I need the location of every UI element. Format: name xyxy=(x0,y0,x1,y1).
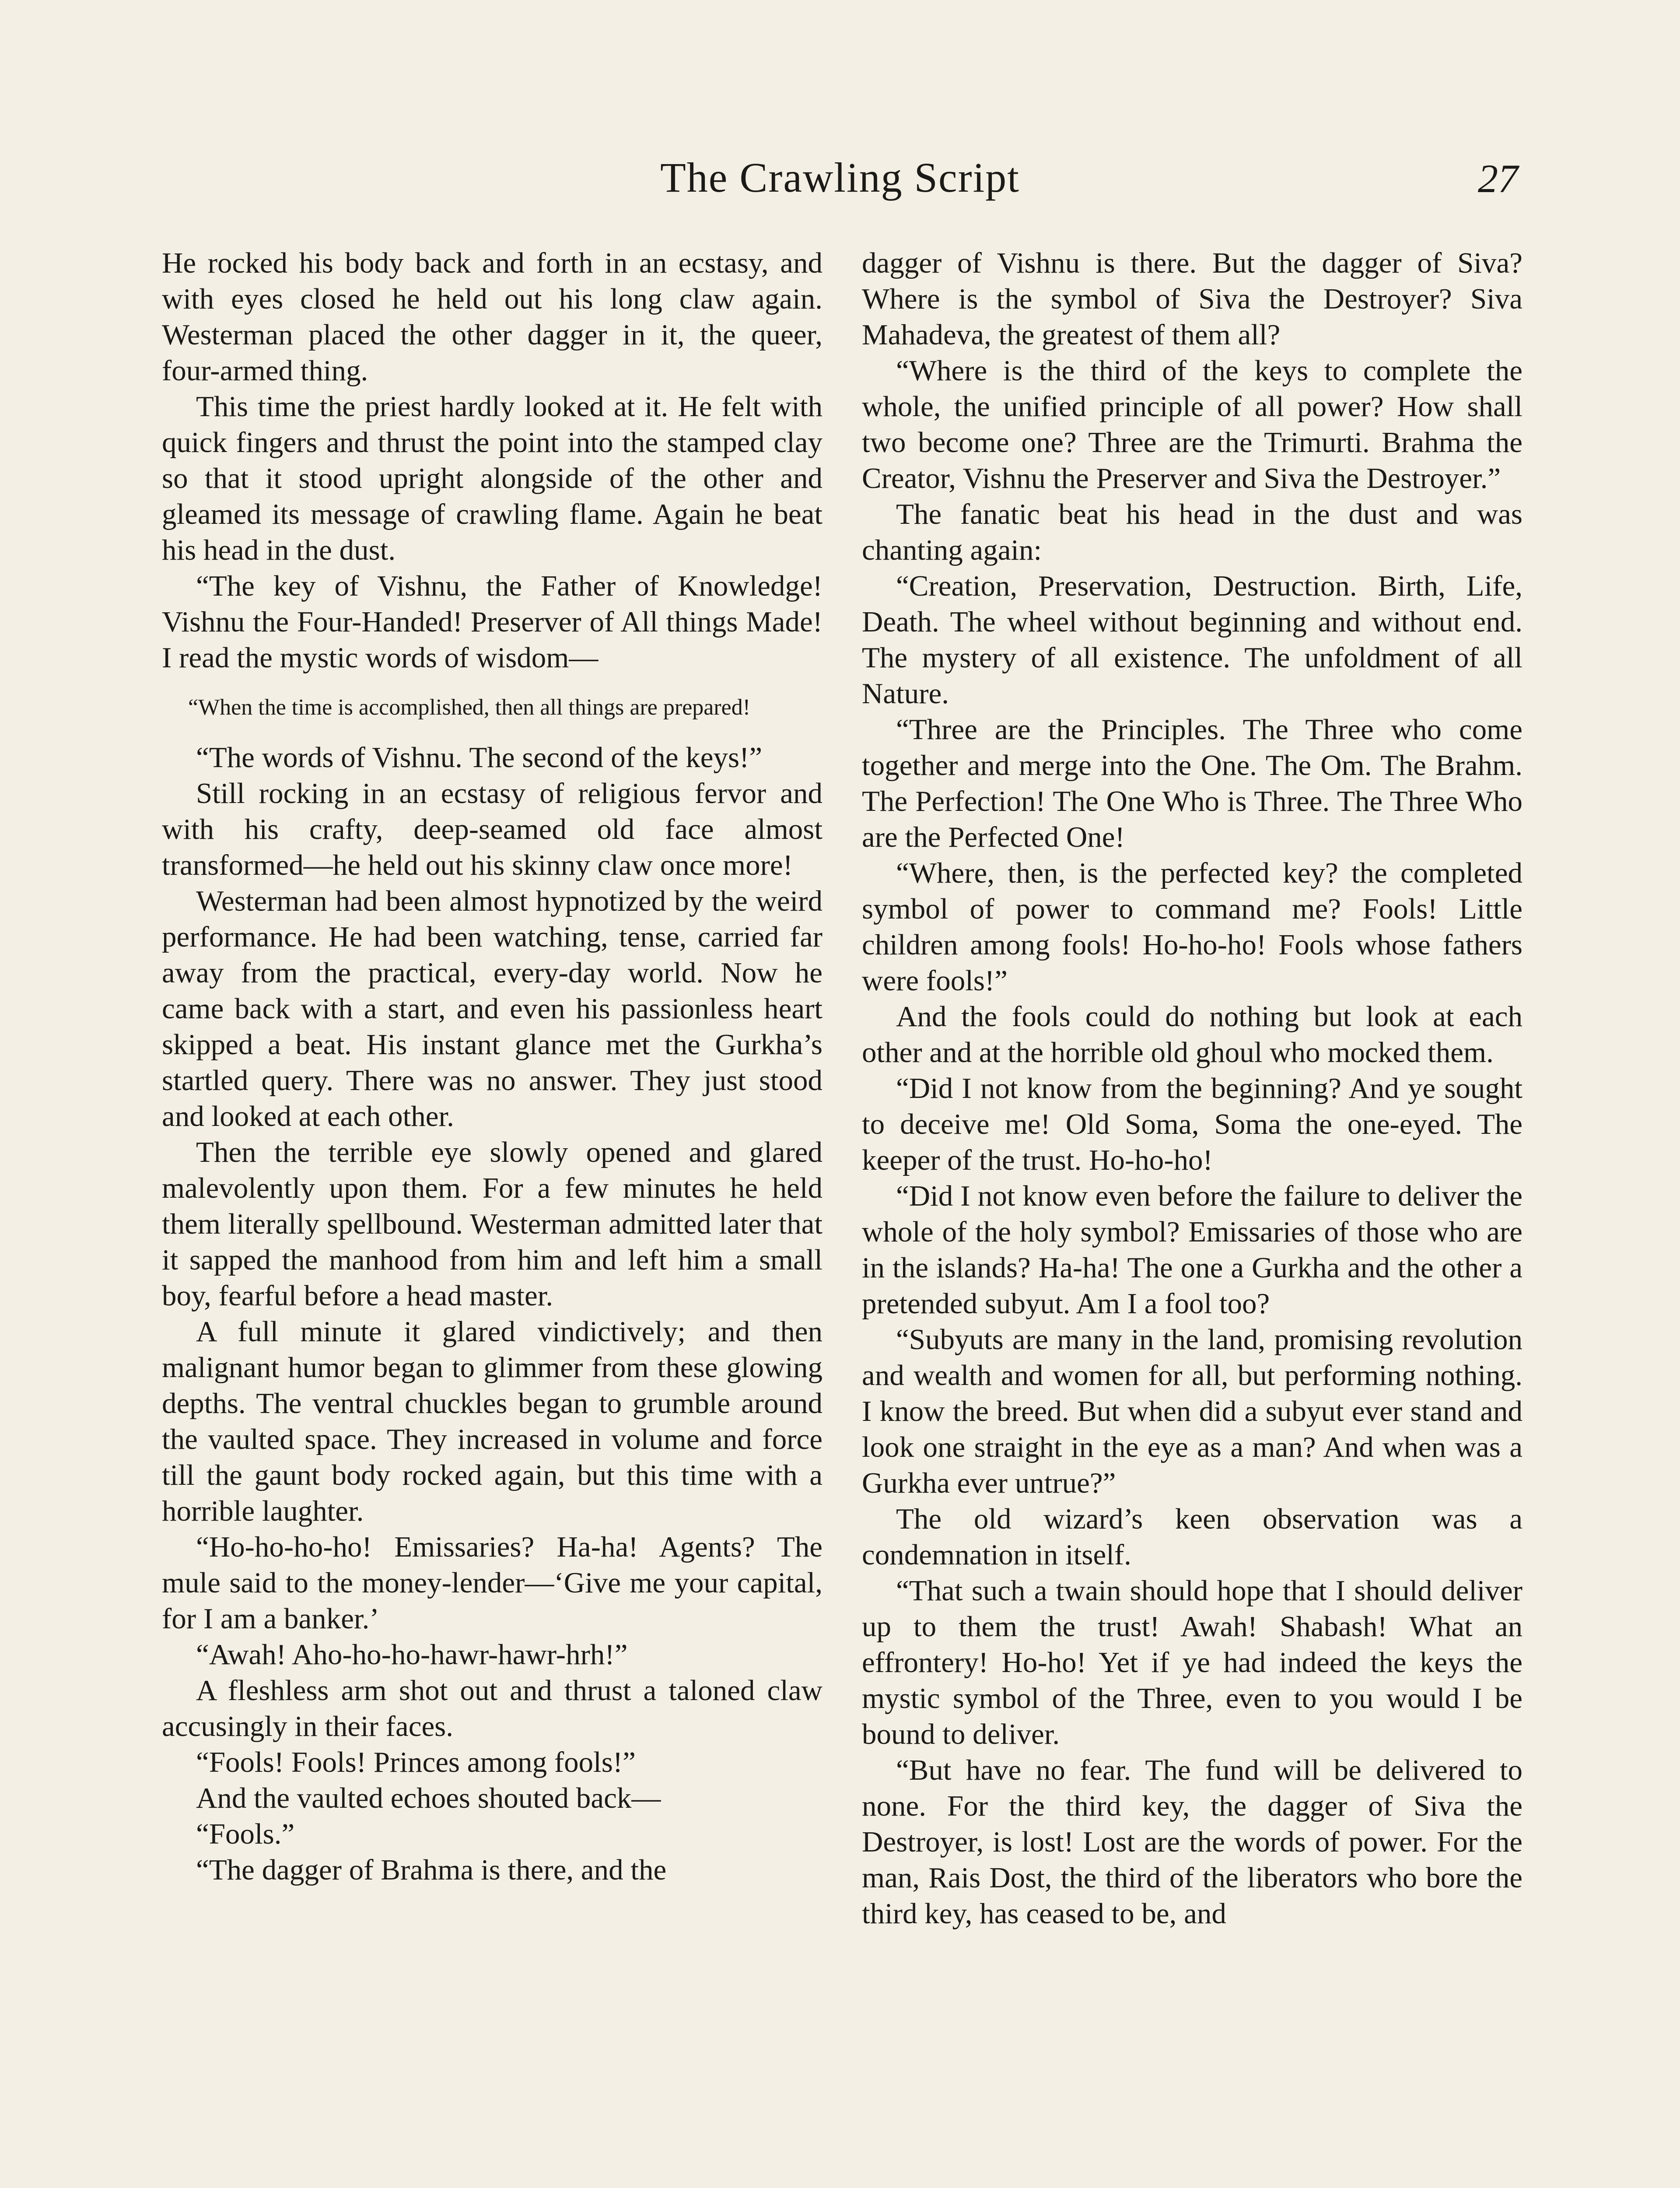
paragraph: “Fools.” xyxy=(196,1818,295,1850)
paragraph: And the vaulted echoes shouted back— xyxy=(196,1782,661,1814)
paragraph: “The key of Vishnu, the Father of Knowledge! Vishnu the Four-Handed! Preserver of All things Made! I read the mystic words of wisdom— xyxy=(162,570,822,674)
paragraph: “Ho-ho-ho-ho! Emissaries? Ha-ha! Agents? The mule said to the money-lender—‘Give me your capital, for I am a banker.’ xyxy=(162,1531,822,1635)
paragraph: And the fools could do nothing but look at each other and at the horrible old ghoul who mocked them. xyxy=(862,1000,1522,1069)
paragraph: “Creation, Preservation, Destruction. Birth, Life, Death. The wheel without beginning and without end. The mystery of all existence. The unfoldment of all Nature. xyxy=(862,570,1522,710)
paragraph: “Three are the Principles. The Three who come together and merge into the One. The Om. The Brahm. The Perfection! The One Who is Three. The Three Who are the Perfected One! xyxy=(862,713,1522,853)
paragraph: The fanatic beat his head in the dust and was chanting again: xyxy=(862,498,1522,566)
paragraph: “But have no fear. The fund will be delivered to none. For the third key, the dagger of Siva the Destroyer, is lost! Lost are the words of power. For the man, Rais Dost, the third of the liberators who bore the third key, has ceased to be, and xyxy=(862,1754,1522,1930)
left-column xyxy=(162,245,822,1888)
paragraph: “Where, then, is the perfected key? the completed symbol of power to command me? Fools! Little children among fools! Ho-ho-ho! Fools whose fathers were fools!” xyxy=(862,857,1522,997)
paragraph: Then the terrible eye slowly opened and glared malevolently upon them. For a few minutes he held them literally spellbound. Westerman admitted later that it sapped the manhood from him and left him a small boy, fearful before a head master. xyxy=(162,1136,822,1312)
paragraph: The old wizard’s keen observation was a condemnation in itself. xyxy=(862,1503,1522,1571)
paragraph: “Did I not know from the beginning? And ye sought to deceive me! Old Soma, Soma the one-eyed. The keeper of the trust. Ho-ho-ho! xyxy=(862,1072,1522,1176)
paragraph: “The dagger of Brahma is there, and the xyxy=(196,1854,667,1886)
paragraph: “Awah! Aho-ho-ho-hawr-hawr-hrh!” xyxy=(196,1638,628,1671)
paragraph: “Fools! Fools! Princes among fools!” xyxy=(196,1746,636,1778)
running-head-title: The Crawling Script xyxy=(660,154,1020,201)
paragraph: dagger of Vishnu is there. But the dagger of Siva? Where is the symbol of Siva the Destroyer? Siva Mahadeva, the greatest of them all? xyxy=(862,247,1522,351)
paragraph: “Did I not know even before the failure to deliver the whole of the holy symbol? Emissaries of those who are in the islands? Ha-ha! The one a Gurkha and the other a pretended subyut. Am I a fool too? xyxy=(862,1180,1522,1320)
paragraph: “Where is the third of the keys to complete the whole, the unified principle of all power? How shall two become one? Three are the Trimurti. Brahma the Creator, Vishnu the Preserver and Siva the Destroyer.” xyxy=(862,354,1522,494)
paragraph: “That such a twain should hope that I should deliver up to them the trust! Awah! Shabash! What an effrontery! Ho-ho! Yet if ye had indeed the keys the mystic symbol of the Three, even to you would I be bound to deliver. xyxy=(862,1574,1522,1750)
page-number: 27 xyxy=(1478,156,1518,201)
block-quote: “When the time is accomplished, then all things are prepared! xyxy=(188,695,751,720)
paragraph: A full minute it glared vindictively; and then malignant humor began to glimmer from these glowing depths. The ventral chuckles began to grumble around the vaulted space. They increased in volume and force till the gaunt body rocked again, but this time with a horrible laughter. xyxy=(162,1315,822,1527)
paragraph: He rocked his body back and forth in an ecstasy, and with eyes closed he held out his long claw again. Westerman placed the other dagger in it, the queer, four-armed thing. xyxy=(162,247,822,387)
paragraph: This time the priest hardly looked at it. He felt with quick fingers and thrust the point into the stamped clay so that it stood upright alongside of the other and gleamed its message of crawling flame. Again he beat his head in the dust. xyxy=(162,390,822,566)
right-column xyxy=(862,245,1522,1932)
paragraph: A fleshless arm shot out and thrust a taloned claw accusingly in their faces. xyxy=(162,1674,822,1743)
paragraph: Westerman had been almost hypnotized by the weird performance. He had been watching, tense, carried far away from the practical, every-day world. Now he came back with a start, and even his passionless heart skipped a beat. His instant glance met the Gurkha’s startled query. There was no answer. They just stood and looked at each other. xyxy=(162,885,822,1133)
paragraph: Still rocking in an ecstasy of religious fervor and with his crafty, deep-seamed old face almost transformed—he held out his skinny claw once more! xyxy=(162,777,822,881)
paragraph: “Subyuts are many in the land, promising revolution and wealth and women for all, but performing nothing. I know the breed. But when did a subyut ever stand and look one straight in the eye as a man? And when was a Gurkha ever untrue?” xyxy=(862,1323,1522,1499)
page-header xyxy=(0,0,1680,245)
paragraph: “The words of Vishnu. The second of the keys!” xyxy=(196,741,763,774)
